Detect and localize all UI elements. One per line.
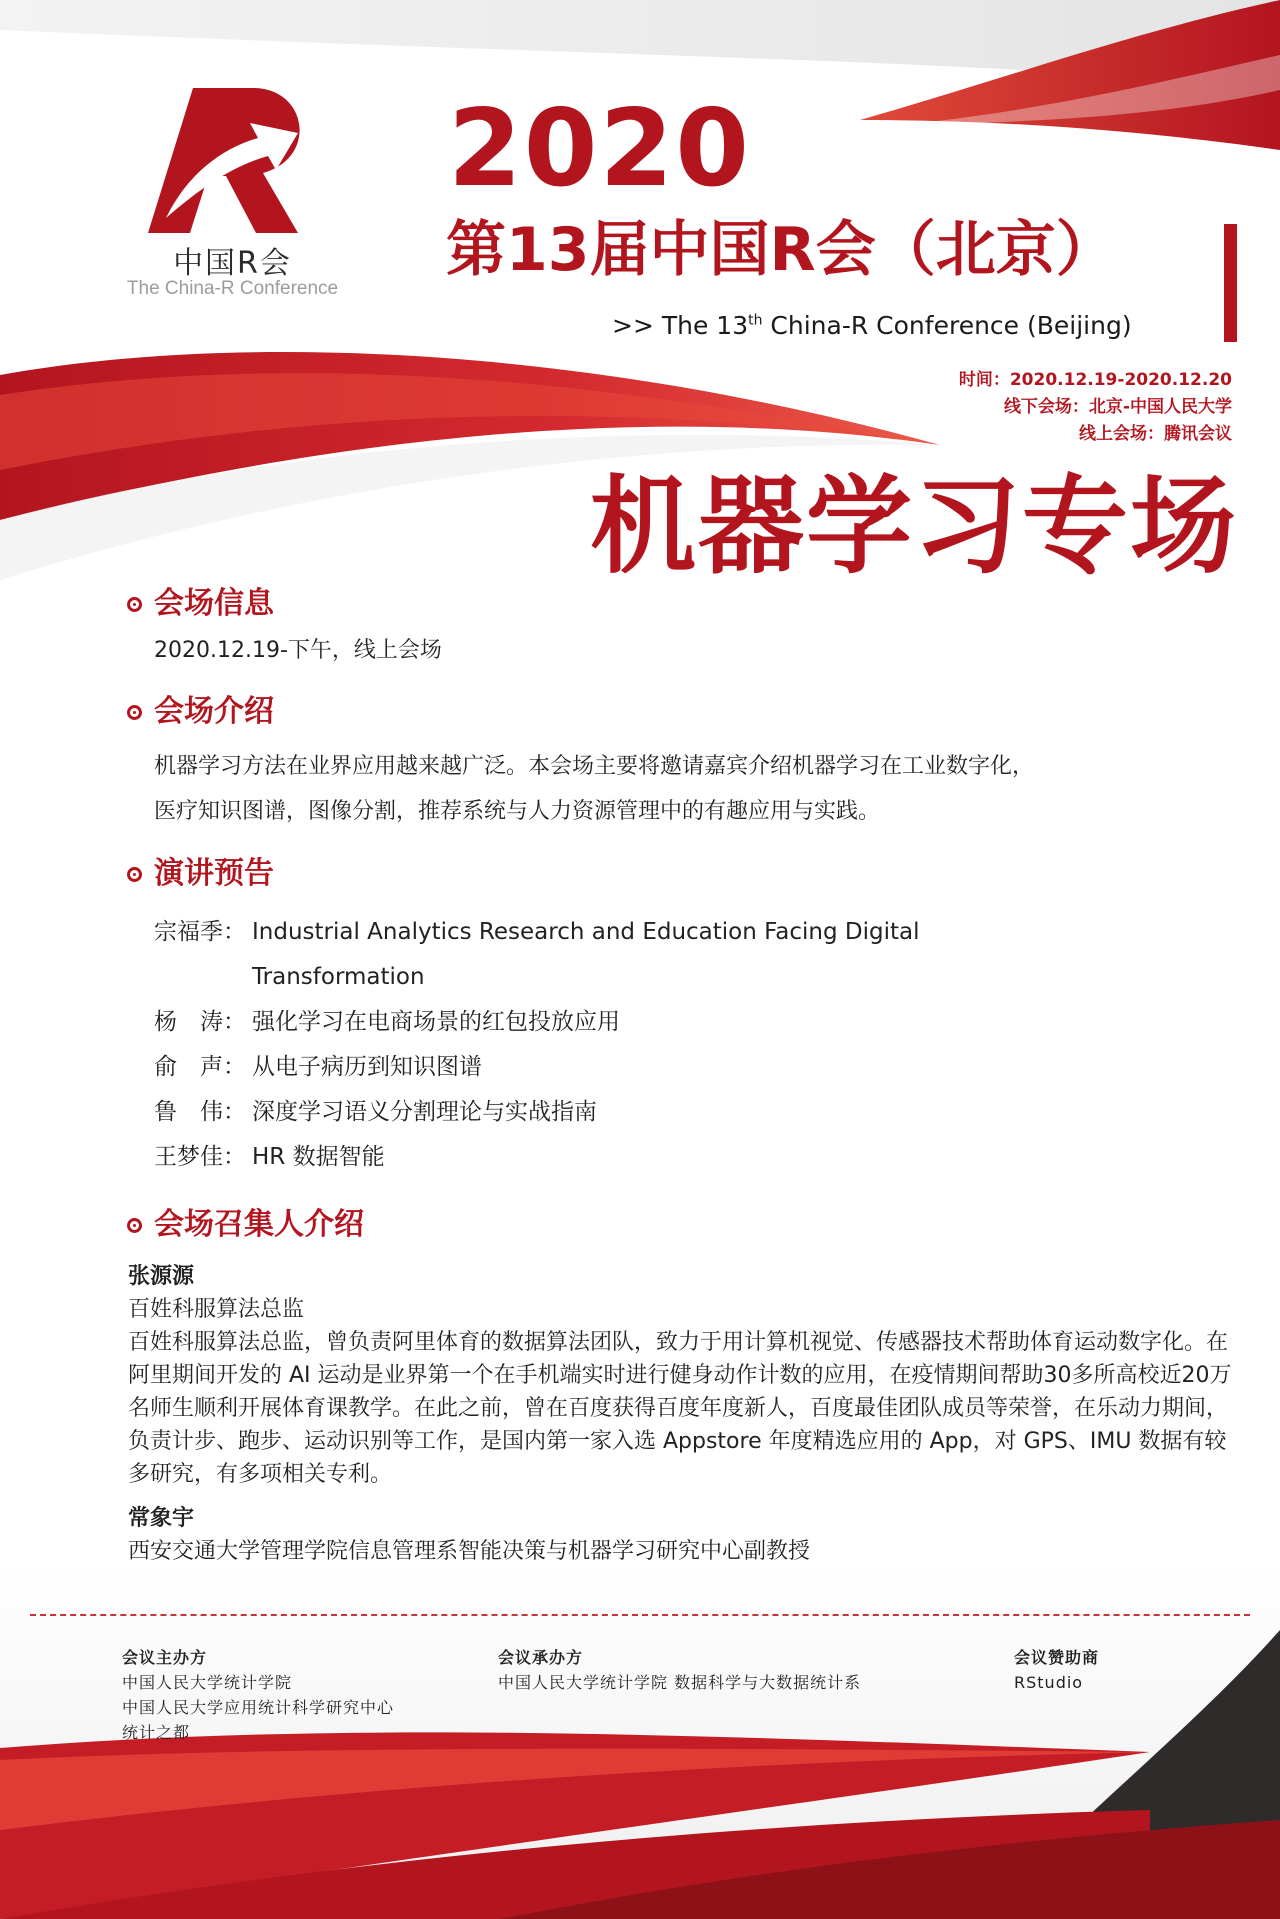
organizer: 会议承办方 中国人民大学统计学院 数据科学与大数据统计系 (498, 1648, 862, 1692)
convener-name: 常象宇 (128, 1506, 195, 1531)
info-offline-venue: 线下会场：北京-中国人民大学 (1003, 397, 1232, 417)
talk-title: 深度学习语义分割理论与实战指南 (252, 1099, 597, 1125)
title-accent-bar (1224, 224, 1237, 342)
talk-list (154, 910, 1092, 1180)
convener-title: 西安交通大学管理学院信息管理系智能决策与机器学习研究中心副教授 (128, 1539, 811, 1564)
conference-subtitle: >> The 13th China-R Conference (Beijing) (612, 311, 1132, 340)
convener-profile (128, 1502, 1238, 1568)
logo-chinese-name: 中国R会 (173, 246, 292, 281)
section-heading-venue: 会场信息 (127, 589, 274, 619)
section-divider (30, 1614, 1250, 1616)
info-time: 时间：2020.12.19-2020.12.20 (958, 370, 1232, 390)
target-bullet-icon (127, 705, 142, 720)
target-bullet-icon (127, 597, 142, 612)
speaker-name: 王梦佳： (154, 1144, 246, 1170)
talk-item (154, 1045, 1092, 1090)
speaker-name: 鲁 伟： (154, 1099, 246, 1125)
conference-info (959, 367, 1232, 448)
target-bullet-icon (127, 867, 142, 882)
session-topic: 机器学习专场 (590, 463, 1238, 588)
conference-logo (100, 78, 360, 308)
conference-title: 第13届中国R会（北京） (446, 215, 1116, 285)
intro-text: 机器学习方法在业界应用越来越广泛。本会场主要将邀请嘉宾介绍机器学习在工业数字化， 医疗知识图谱，图像分割，推荐系统与人力资源管理中的有趣应用与实践。 (154, 754, 1035, 824)
venue-text: 2020.12.19-下午，线上会场 (154, 638, 442, 663)
talk-title: 从电子病历到知识图谱 (252, 1054, 482, 1080)
talk-item (154, 910, 1092, 1000)
r-arrow-logo-icon (138, 78, 328, 238)
speaker-name: 宗福季： (154, 919, 246, 945)
info-online-venue: 线上会场：腾讯会议 (1079, 424, 1232, 444)
talk-title: 强化学习在电商场景的红包投放应用 (252, 1009, 620, 1035)
section-heading-conveners: 会场召集人介绍 (127, 1210, 364, 1240)
convener-title: 百姓科服算法总监 (128, 1297, 305, 1322)
convener-name: 张源源 (128, 1264, 195, 1289)
talk-item (154, 1090, 1092, 1135)
convener-profile (128, 1260, 1238, 1491)
section-heading-intro: 会场介绍 (127, 697, 274, 727)
speaker-name: 杨 涛： (154, 1009, 246, 1035)
talk-title: Industrial Analytics Research and Education Facing Digital Transformation (252, 919, 920, 990)
logo-english-name: The China-R Conference (126, 278, 339, 299)
conference-year: 2020 (448, 87, 752, 210)
sponsor: 会议赞助商 RStudio (1014, 1648, 1100, 1692)
talk-item (154, 1135, 1092, 1180)
talk-item (154, 1000, 1092, 1045)
convener-bio: 百姓科服算法总监，曾负责阿里体育的数据算法团队，致力于用计算机视觉、传感器技术帮助体育运动数字化。在阿里期间开发的 AI 运动是业界第一个在手机端实时进行健身动作计数的应用，在疫情期间帮助30多所高校近20万名师生顺利开展体育课教学。在此之前，曾在百度获得百度年度新人，百度最佳团队成员等荣誉，在乐动力期间，负责计步、跑步、运动识别等工作，是国内第一家入选 Appstore 年度精选应用的 App，对 GPS、IMU 数据有较多研究，有多项相关专利。 (128, 1330, 1232, 1487)
section-heading-talks: 演讲预告 (127, 859, 274, 889)
target-bullet-icon (127, 1218, 142, 1233)
speaker-name: 俞 声： (154, 1054, 246, 1080)
talk-title: HR 数据智能 (252, 1144, 385, 1170)
host-organizations: 会议主办方 中国人民大学统计学院 中国人民大学应用统计科学研究中心 统计之都 (122, 1648, 395, 1742)
